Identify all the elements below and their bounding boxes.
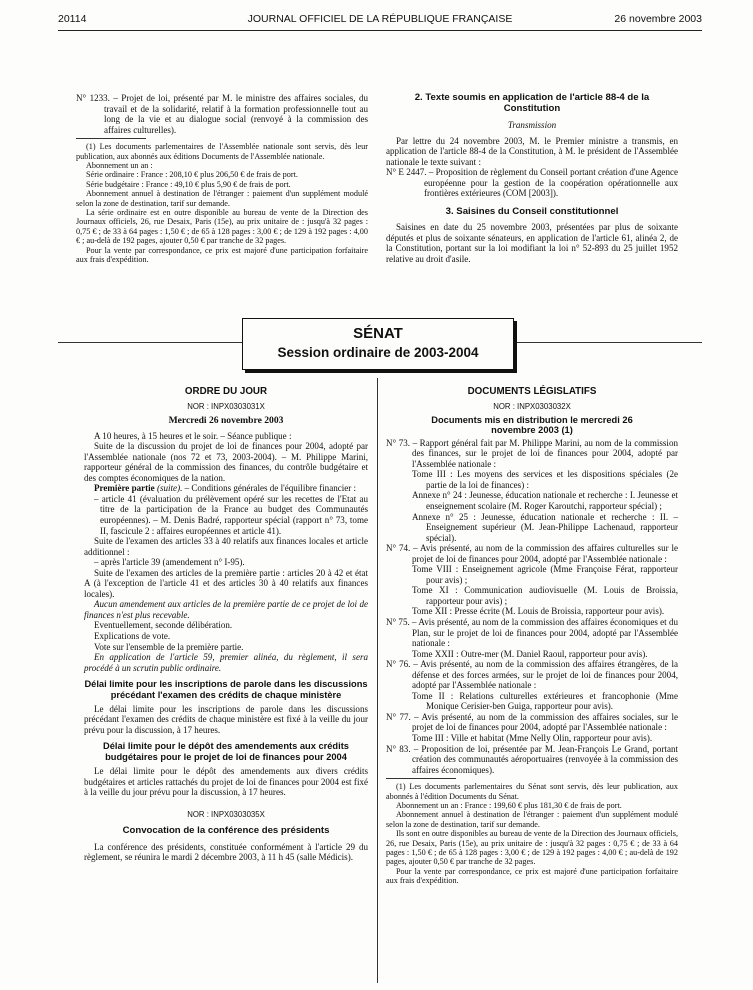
senat-rule-right (514, 342, 702, 343)
premiere-partie-label: Première partie (94, 483, 155, 494)
amendement-irrecevable: Aucun amendement aux articles de la première partie de ce projet de loi de finances n'est plus recevable. (84, 599, 368, 620)
documents-legislatifs-column (386, 387, 678, 886)
item-e2447: N° E 2447. – Proposition de règlement du Conseil portant création d'une Agence européenne pour la gestion de la coopération opérationnelle aux frontières extérieures (COM [2003]). (386, 167, 678, 199)
doc-n77: N° 77. – Avis présenté, au nom de la commission des affaires sociales, sur le projet de loi de finances pour 2004, adopté par l'Assemblée nationale : (386, 711, 678, 733)
nor-ordre: NOR : INPX0303031X (187, 401, 265, 411)
senat-box (242, 318, 514, 370)
senat-rule-left (58, 342, 242, 343)
page-header (58, 13, 702, 27)
apres-article-39: – après l'article 39 (amendement n° I-95). (94, 557, 245, 568)
page-number: 20114 (58, 13, 87, 25)
section-2-title: 2. Texte soumis en application de l'article 88-4 de la Constitution (414, 92, 650, 114)
delai-amendements-text: Le délai limite pour le dépôt des amendements aux divers crédits budgétaires et articles rattachés du projet de loi de finances pour 2004 est fixé à la veille du jour prévu pour la discussion, à 17 heures. (84, 766, 368, 798)
convocation-heading: Convocation de la conférence des présidents (122, 825, 330, 837)
footnote-separator-right (386, 778, 456, 779)
doc-n73-annexe24: Annexe n° 24 : Jeunesse, éducation nationale et recherche : I. Jeunesse et enseignement scolaire (M. Roger Karoutchi, rapporteur spécial) ; (412, 490, 678, 511)
transmission-text: Par lettre du 24 novembre 2003, M. le Premier ministre a transmis, en application de l'article 88-4 de la Constitution, à M. le président de l'Assemblée nationale le texte suivant : (386, 135, 678, 167)
senat-title: SÉNAT (353, 325, 403, 342)
doc-n76-tome2: Tome II : Relations culturelles extérieures et francophonie (Mme Monique Cerisier-ben Guiga, rapporteur pour avis). (412, 690, 678, 712)
header-rule (58, 30, 702, 31)
vente-correspondance: Pour la vente par correspondance, ce prix est majoré d'une participation forfaitaire aux frais d'expédition. (76, 245, 368, 265)
doc-n76: N° 76. – Avis présenté, au nom de la commission des affaires étrangères, de la défense et des forces armées, sur le projet de loi de finances pour 2004, adopté par l'Assemblée nationale : (386, 659, 678, 691)
doc-n83: N° 83. – Proposition de loi, présentée par M. Jean-François Le Grand, portant création des communautés aéroportuaires (renvoyée à la commission des affaires économiques). (386, 743, 678, 775)
premiere-partie-text: – Conditions générales de l'équilibre financier : (184, 483, 357, 494)
explications-vote: Explications de vote. (94, 631, 171, 642)
premiere-partie-suite: (suite). (156, 483, 183, 494)
convocation-text: La conférence des présidents, constituée conformément à l'article 29 du règlement, se réunira le mardi 2 décembre 2003, à 11 h 45 (salle Médicis). (84, 841, 368, 863)
vente-senat: Ils sont en outre disponibles au bureau de vente de la Direction des Journaux officiels, 26, rue Desaix, Paris (15e), au prix unitaire de : jusqu'à 32 pages : 0,75 € ; de 33 à 64 pages : 1,50 € ; de 65 à 128 pages : 3,00 € ; de 129 à 192 pages : 4,00 € ; au-delà de 192 pages, ajouter 0,50 € par tranche de 32 pages. (386, 829, 679, 867)
vote-ensemble: Vote sur l'ensemble de la première partie. (94, 641, 244, 652)
doc-n74-tome12: Tome XII : Presse écrite (M. Louis de Broissia, rapporteur pour avis). (412, 606, 665, 617)
doc-n75: N° 75. – Avis présenté, au nom de la commission des affaires économiques et du Plan, sur le projet de loi de finances pour 2004, adopté par l'Assemblée nationale : (386, 616, 678, 649)
delai-amendements-heading: Délai limite pour le dépôt des amendements aux crédits budgétaires pour le projet de loi de finances pour 2004 (103, 741, 349, 762)
delai-inscriptions-heading: Délai limite pour les inscriptions de parole dans les discussions précédant l'examen des crédits de chaque ministère (84, 679, 368, 700)
seconde-deliberation: Eventuellement, seconde délibération. (94, 620, 233, 631)
footnote-1: (1) Les documents parlementaires de l'Assemblée nationale sont servis, dès leur publication, aux abonnés aux éditions Documents de l'Assemblée nationale. (76, 142, 368, 161)
column-divider (377, 378, 378, 983)
header-date: 26 novembre 2003 (614, 13, 702, 25)
senat-subtitle: Session ordinaire de 2003-2004 (277, 345, 479, 360)
suite-examen: Suite de l'examen des articles de la première partie : articles 20 à 42 et état A (à l'exception de l'article 41 et des articles 30 à 40 relatifs aux finances locales). (84, 567, 368, 599)
documents-title: DOCUMENTS LÉGISLATIFS (467, 386, 597, 397)
abonnement-label: Abonnement un an : (86, 161, 153, 170)
doc-n73: N° 73. – Rapport général fait par M. Philippe Marini, au nom de la commission des finances, sur le projet de loi de finances pour 2004, adopté par l'Assemblée nationale : (386, 437, 678, 469)
item-1233: N° 1233. – Projet de loi, présenté par M. le ministre des affaires sociales, du travail et de la solidarité, relatif à la formation professionnelle tout au long de la vie et au dialogue social (renvoyé à la commission des affaires culturelles). (76, 93, 368, 135)
top-left-column (76, 93, 368, 264)
premiere-partie (84, 483, 368, 494)
doc-n74-tome8: Tome VIII : Enseignement agricole (Mme Françoise Férat, rapporteur pour avis) ; (412, 564, 678, 585)
footnote-separator (76, 138, 146, 139)
etranger-senat: Abonnement annuel à destination de l'étranger : paiement d'un supplément modulé selon la zone de destination, tarif sur demande. (386, 810, 678, 829)
ordre-date: Mercredi 26 novembre 2003 (168, 415, 284, 427)
correspondance-senat: Pour la vente par correspondance, ce prix est majoré d'une participation forfaitaire aux frais d'expédition. (386, 866, 678, 886)
discussion-plf: Suite de la discussion du projet de loi de finances pour 2004, adopté par l'Assemblée nationale (nos 72 et 73, 2003-2004). – M. Philippe Marini, rapporteur général de la commission des finances, du contrôle budgétaire et des comptes économiques de la nation. (84, 441, 368, 483)
documents-subtitle: Documents mis en distribution le mercredi 26 novembre 2003 (1) (431, 415, 633, 436)
doc-n74-tome11: Tome XI : Communication audiovisuelle (M. Louis de Broissia, rapporteur pour avis) ; (412, 585, 678, 606)
doc-n73-tome3: Tome III : Les moyens des services et les dispositions spéciales (2e partie de la loi de finances) : (412, 469, 678, 490)
finances-locales: Suite de l'examen des articles 33 à 40 relatifs aux finances locales et article additionnel : (84, 536, 368, 557)
ordre-du-jour-title: ORDRE DU JOUR (184, 386, 268, 397)
doc-n75-tome22: Tome XXII : Outre-mer (M. Daniel Raoul, rapporteur pour avis). (412, 648, 648, 659)
doc-n73-annexe25: Annexe n° 25 : Jeunesse, éducation nationale et recherche : II. – Enseignement supérieur (M. Jean-Philippe Lachenaud, rapporteur spécial). (412, 511, 678, 543)
abonnement-etranger: Abonnement annuel à destination de l'étranger : paiement d'un supplément modulé selon la zone de destination, tarif sur demande. (76, 189, 368, 208)
section-3-title: 3. Saisines du Conseil constitutionnel (445, 205, 619, 217)
article-41: – article 41 (évaluation du prélèvement opéré sur les recettes de l'Etat au titre de la participation de la France au budget des Communautés européennes). – M. Denis Badré, rapporteur spécial (rapport n° 73, tome II, fascicule 2 : affaires européennes et article 41). (94, 493, 368, 536)
doc-n74: N° 74. – Avis présenté, au nom de la commission des affaires culturelles sur le projet de loi de finances pour 2004, adopté par l'Assemblée nationale : (386, 543, 678, 564)
transmission-heading: Transmission (507, 120, 557, 130)
serie-ordinaire: Série ordinaire : France : 208,10 € plus 206,50 € de frais de port. (86, 170, 298, 180)
scrutin-public: En application de l'article 59, premier alinéa, du règlement, il sera procédé à un scrutin public ordinaire. (84, 652, 368, 673)
top-right-column (386, 93, 678, 265)
journal-title: JOURNAL OFFICIEL DE LA RÉPUBLIQUE FRANÇAISE (247, 13, 513, 25)
nor-documents: NOR : INPX0303032X (493, 401, 571, 411)
nor-convocation: NOR : INPX0303035X (187, 809, 265, 819)
doc-n77-tome3: Tome III : Ville et habitat (Mme Nelly Olin, rapporteur pour avis). (412, 733, 653, 743)
abonnement-senat: Abonnement un an : France : 199,60 € plus 181,30 € de frais de port. (396, 801, 622, 810)
saisines-text: Saisines en date du 25 novembre 2003, présentées par plus de soixante députés et plus de soixante sénateurs, en application de l'article 61, alinéa 2, de la Constitution, portant sur la loi modifiant la loi n° 52-893 du 25 juillet 1952 relative au droit d'asile. (386, 222, 678, 265)
seance-horaires: A 10 heures, à 15 heures et le soir. – Séance publique : (94, 430, 292, 441)
serie-budgetaire: Série budgétaire : France : 49,10 € plus 5,90 € de frais de port. (86, 179, 291, 189)
footnote-senat: (1) Les documents parlementaires du Sénat sont servis, dès leur publication, aux abonnés à l'édition Documents du Sénat. (386, 782, 678, 801)
ordre-du-jour-column (84, 387, 368, 863)
delai-inscriptions-text: Le délai limite pour les inscriptions de parole dans les discussions précédant l'examen des crédits de chaque ministère est fixé à la veille du jour prévu pour la discussion, à 17 heures. (84, 703, 368, 735)
vente-bureau: La série ordinaire est en outre disponible au bureau de vente de la Direction des Journaux officiels, 26, rue Desaix, Paris (15e), au prix unitaire de : jusqu'à 32 pages : 0,75 € ; de 33 à 64 pages : 1,50 € ; de 65 à 128 pages : 3,00 € ; de 129 à 192 pages : 4,00 € ; au-delà de 192 pages, ajouter 0,50 € par tranche de 32 pages. (76, 208, 368, 246)
